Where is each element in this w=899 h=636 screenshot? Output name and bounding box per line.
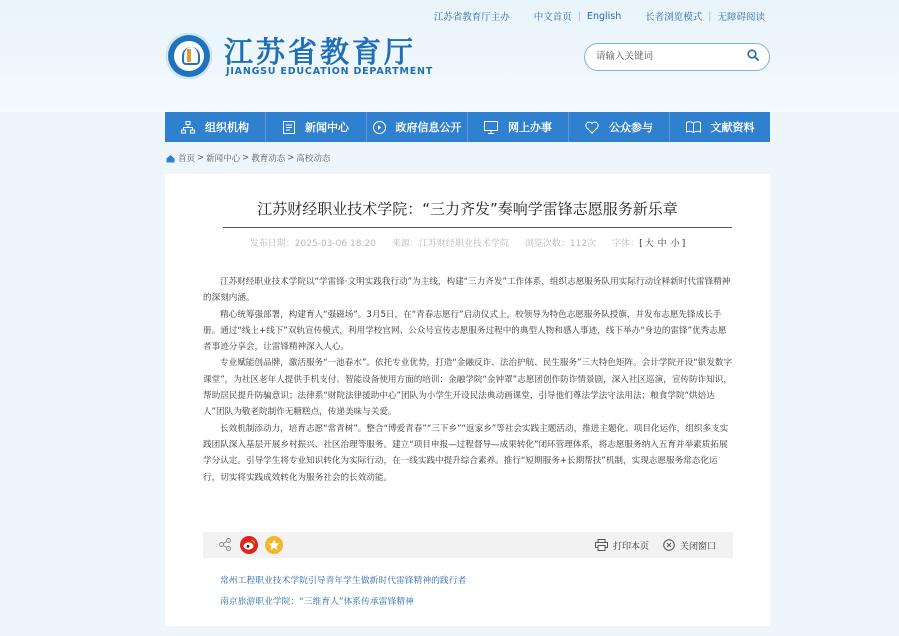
- related-link[interactable]: 常州工程职业技术学院引导青年学生做新时代雷锋精神的践行者: [220, 576, 467, 586]
- nav-item-label: 政府信息公开: [395, 121, 462, 134]
- top-links: 江苏省教育厅主办 中文首页 | English 长者浏览模式 | 无障碍阅读: [433, 10, 765, 23]
- publish-date: 发布日期：2025-03-06 18:20: [249, 239, 376, 249]
- font-size-switch: 字体：[ 大 中 小 ]: [612, 239, 686, 249]
- monitor-icon: [484, 121, 498, 134]
- article-paragraph: 江苏财经职业技术学院以“学雷锋·文明实践我行动”为主线，构建“三力齐发”工作体系，组织志愿服务队用实际行动诠释新时代雷锋精神的深刻内涵。: [203, 277, 731, 304]
- news-icon: [283, 121, 295, 134]
- print-icon[interactable]: [595, 539, 608, 551]
- article-source: 来源：江苏财经职业技术学院: [391, 239, 509, 249]
- nav-item-label: 网上办事: [508, 121, 552, 134]
- nav-item-public-participation[interactable]: [569, 112, 670, 142]
- article-paragraph: 长效机制添动力，培育志愿“常青树”。整合“博爱青春”“三下乡”“返家乡”等社会实践主题活动，推进主题化、项目化运作，组织多支实践团队深入基层开展乡村振兴、社区治理等服务。建立“项目申报—过程督导—成果转化”闭环管理体系，将志愿服务纳入五育并举素质拓展学分认定。引导学生将专业知识转化为实际行动，在一线实践中提升综合素养。推行“短期服务+长期帮扶”机制，实现志愿服务常态化运行，切实将实践成效转化为服务社会的长效动能。: [203, 423, 729, 483]
- font-size-medium[interactable]: 中: [657, 239, 667, 249]
- article-meta: [165, 236, 770, 249]
- gov-info-icon: [373, 121, 386, 134]
- site-logo[interactable]: [166, 33, 212, 79]
- org-chart-icon: [181, 121, 195, 134]
- breadcrumb: 首页 > 新闻中心 > 教育动态 > 高校动态: [166, 152, 330, 164]
- main-nav: [165, 112, 770, 142]
- share-icon[interactable]: [219, 538, 231, 551]
- home-link[interactable]: 中文首页: [533, 12, 572, 23]
- font-size-large[interactable]: 大: [644, 239, 654, 249]
- nav-item-label: 组织机构: [205, 121, 249, 134]
- view-count: 浏览次数：112次: [524, 239, 597, 249]
- close-window-icon[interactable]: [663, 539, 675, 551]
- favorite-star-icon[interactable]: [265, 536, 283, 554]
- breadcrumb-edu-news[interactable]: 教育动态: [251, 154, 286, 164]
- article-paragraph: 专业赋能创品牌，激活服务“一池春水”。依托专业优势，打造“金融反诈、法治护航、民生服务”三大特色矩阵。会计学院开设“银发数字课堂”，为社区老年人提供手机支付、智能设备使用方面的培训；金融学院“金钟罩”志愿团创作防诈情景剧，深入社区巡演，宣传防诈知识，帮助居民提升防骗意识；法律系“财院法律援助中心”团队为小学生开设民法典动画课堂，引导他们尊法学法守法用法；粮食学院“烘焙达人”团队为敬老院制作无糖糕点，传递美味与关爱。: [203, 358, 733, 418]
- home-icon: [166, 154, 175, 163]
- nav-item-gov-info[interactable]: [367, 112, 468, 142]
- nav-item-label: 文献资料: [710, 121, 755, 134]
- site-subtitle: JIANGSU EDUCATION DEPARTMENT: [226, 66, 434, 77]
- nav-item-organization[interactable]: [165, 112, 266, 142]
- nav-item-label: 公众参与: [609, 121, 653, 134]
- article-paragraph: 精心统筹强部署，构建育人“强磁场”。3月5日，在“青春志愿行”启动仪式上，校领导为特色志愿服务队授旗，并发布志愿先锋成长手册。通过“线上+线下”双轨宣传模式，利用学校官网、公众号宣传志愿服务过程中的典型人物和感人事迹，线下举办“身边的雷锋”优秀志愿者事迹分享会，让雷锋精神深入人心。: [203, 309, 727, 353]
- heart-icon: [585, 121, 599, 134]
- elder-mode-link[interactable]: 长者浏览模式: [645, 12, 703, 23]
- breadcrumb-university-news[interactable]: 高校动态: [296, 154, 331, 164]
- print-page-button[interactable]: 打印本页: [613, 542, 650, 552]
- article-body: [203, 274, 733, 486]
- breadcrumb-home[interactable]: 首页: [178, 154, 196, 164]
- search-icon[interactable]: [747, 49, 759, 61]
- article-title: 江苏财经职业技术学院：“三力齐发”奏响学雷锋志愿服务新乐章: [257, 200, 678, 218]
- font-size-small[interactable]: 小: [670, 239, 680, 249]
- site-header: [0, 0, 899, 112]
- book-icon: [686, 121, 701, 133]
- site-title[interactable]: 江苏省教育厅: [224, 35, 417, 69]
- nav-item-online-service[interactable]: [468, 112, 569, 142]
- related-link[interactable]: 南京旅游职业学院：“三维育人”体系传承雷锋精神: [220, 597, 414, 607]
- nav-item-label: 新闻中心: [305, 121, 349, 134]
- close-window-button[interactable]: 关闭窗口: [680, 542, 717, 552]
- share-bar: [203, 532, 733, 558]
- nav-item-news[interactable]: [266, 112, 367, 142]
- breadcrumb-news[interactable]: 新闻中心: [206, 154, 241, 164]
- host-label: 江苏省教育厅主办: [433, 12, 510, 23]
- english-link[interactable]: English: [586, 10, 622, 22]
- accessible-reading-link[interactable]: 无障碍阅读: [717, 12, 765, 23]
- weibo-icon[interactable]: [240, 536, 258, 554]
- title-divider: [223, 227, 732, 228]
- search-box: [584, 43, 770, 71]
- article-card: [165, 174, 770, 626]
- search-input[interactable]: [596, 48, 736, 65]
- nav-item-documents[interactable]: [670, 112, 770, 142]
